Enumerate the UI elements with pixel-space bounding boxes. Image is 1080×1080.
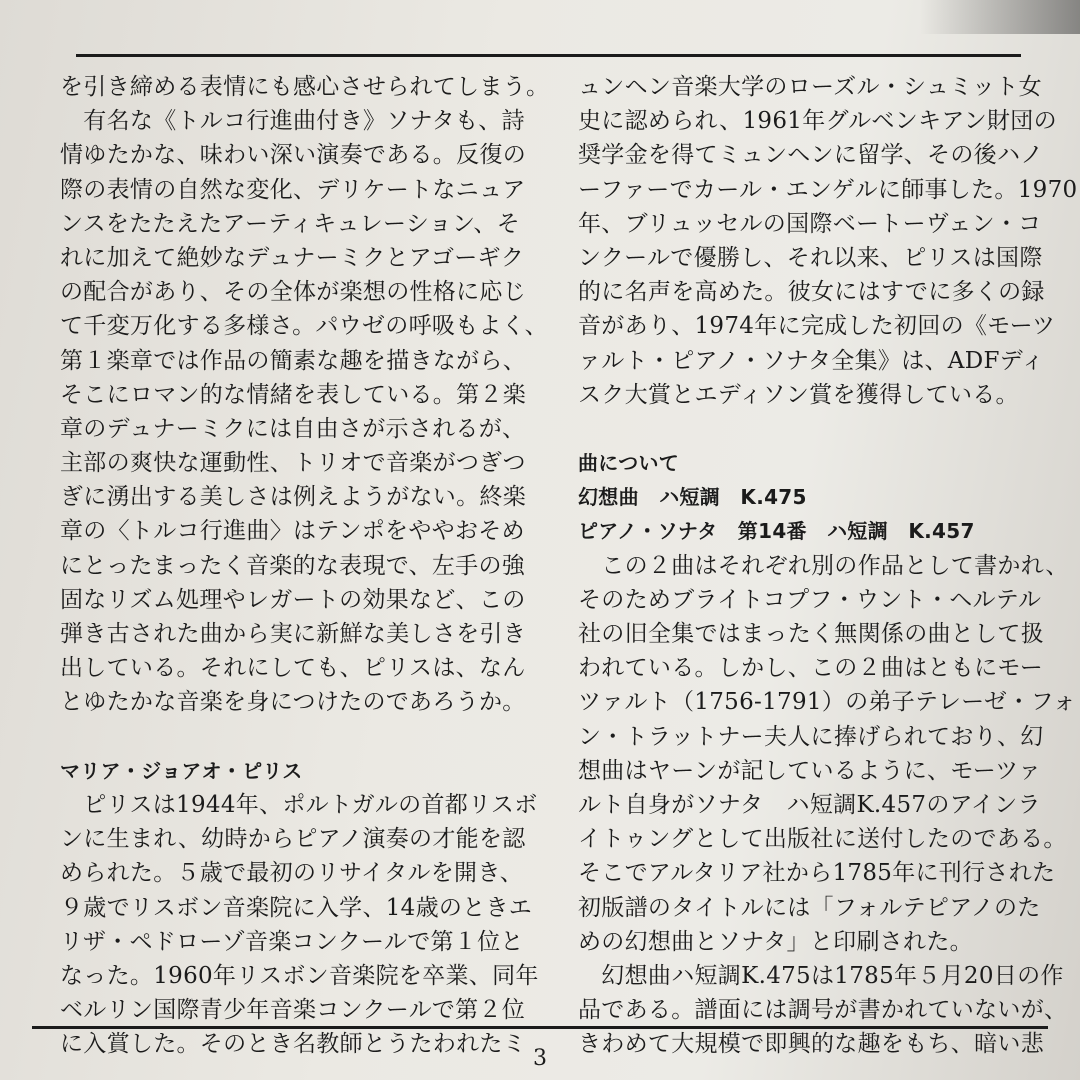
- text-line: ピリスは1944年、ポルトガルの首都リスボ: [60, 791, 538, 818]
- text-line: ァルト・ピアノ・ソナタ全集》は、ADFディ: [578, 347, 1045, 374]
- bottom-rule: [32, 1026, 1048, 1029]
- text-line: ぎに湧出する美しさは例えようがない。終楽: [60, 484, 526, 511]
- text-line: 第１楽章では作品の簡素な趣を描きながら、: [60, 347, 526, 374]
- text-line: 出している。それにしても、ピリスは、なん: [60, 655, 526, 682]
- text-line: 章のデュナーミクには自由さが示されるが、: [60, 415, 526, 442]
- text-line: 想曲はヤーンが記しているように、モーツァ: [578, 757, 1042, 784]
- text-line: 弾き古された曲から実に新鮮な美しさを引き: [60, 621, 526, 647]
- text-line: スク大賞とエディソン賞を獲得している。: [578, 381, 1019, 408]
- text-line: ンに生まれ、幼時からピアノ演奏の才能を認: [60, 826, 526, 853]
- text-line: ルト自身がソナタ ハ短調K.457のアインラ: [578, 791, 1041, 818]
- piece-heading-fantasia: 幻想曲 ハ短調 K.475: [578, 485, 807, 510]
- page-number: 3: [533, 1046, 547, 1071]
- text-line: 社の旧全集ではまったく無関係の曲として扱: [578, 621, 1044, 647]
- text-line: められた。５歳で最初のリサイタルを開き、: [60, 860, 524, 887]
- text-line: 幻想曲ハ短調K.475は1785年５月20日の作: [578, 962, 1064, 989]
- text-line: そこにロマン的な情緒を表している。第２楽: [60, 381, 526, 408]
- text-line: めの幻想曲とソナタ」と印刷された。: [578, 928, 973, 955]
- text-line: にとったまったく音楽的な表現で、左手の強: [60, 552, 526, 579]
- text-line: 初版譜のタイトルには「フォルテピアノのた: [578, 894, 1041, 921]
- text-line: 史に認められ、1961年グルベンキアン財団の: [578, 108, 1057, 135]
- binding-shadow: [920, 0, 1080, 34]
- text-line: この２曲はそれぞれ別の作品として書かれ、: [578, 552, 1069, 579]
- text-line: 年、ブリュッセルの国際ベートーヴェン・コ: [578, 210, 1042, 237]
- text-line: 的に名声を高めた。彼女にはすでに多くの録: [578, 279, 1045, 306]
- paragraph-gap: [60, 720, 540, 754]
- text-line: そこでアルタリア社から1785年に刊行された: [578, 860, 1056, 887]
- text-line: 主部の爽快な運動性、トリオで音楽がつぎつ: [60, 450, 526, 477]
- paragraph-gap: [578, 412, 1048, 446]
- left-paragraph-1: [60, 70, 550, 720]
- right-paragraph-1: [578, 70, 1078, 412]
- left-column: [60, 70, 550, 1061]
- text-line: そのためブライトコプフ・ウント・ヘルテル: [578, 586, 1042, 613]
- left-paragraph-2: [60, 788, 540, 1062]
- text-line: ９歳でリスボン音楽院に入学、14歳のときエ: [60, 894, 533, 921]
- text-line: ベルリン国際青少年音楽コンクールで第２位: [60, 997, 526, 1024]
- text-line: われている。しかし、この２曲はともにモー: [578, 655, 1044, 682]
- right-paragraph-2: [578, 549, 1077, 1062]
- piece-heading-sonata: ピアノ・ソナタ 第14番 ハ短調 K.457: [578, 519, 975, 544]
- text-line: ーファーでカール・エンゲルに師事した。1970: [578, 176, 1078, 203]
- section-heading-about-pieces: 曲について: [578, 451, 680, 476]
- text-line: なった。1960年リスボン音楽院を卒業、同年: [60, 962, 539, 989]
- text-line: ツァルト（1756-1791）の弟子テレーゼ・フォ: [578, 689, 1077, 716]
- text-line: 固なリズム処理やレガートの効果など、この: [60, 586, 526, 613]
- text-line: 品である。譜面には調号が書かれていないが、: [578, 997, 1068, 1024]
- right-column: [578, 70, 1078, 1061]
- text-line: ン・トラットナー夫人に捧げられており、幻: [578, 723, 1044, 750]
- text-line: 有名な《トルコ行進曲付き》ソナタも、詩: [60, 108, 525, 135]
- text-line: 音があり、1974年に完成した初回の《モーツ: [578, 313, 1056, 340]
- text-line: 奨学金を得てミュンヘンに留学、その後ハノ: [578, 142, 1044, 169]
- text-line: ンクールで優勝し、それ以来、ピリスは国際: [578, 244, 1043, 271]
- text-line: れに加えて絶妙なデュナーミクとアゴーギク: [60, 244, 525, 271]
- text-line: きわめて大規模で即興的な趣をもち、暗い悲: [578, 1031, 1044, 1058]
- text-line: を引き締める表情にも感心させられてしまう。: [60, 74, 550, 100]
- text-line: ュンヘン音楽大学のローズル・シュミット女: [578, 74, 1042, 100]
- text-line: 章の〈トルコ行進曲〉はテンポをややおそめ: [60, 518, 525, 545]
- text-line: とゆたかな音楽を身につけたのであろうか。: [60, 689, 526, 716]
- text-line: て千変万化する多様さ。パウゼの呼吸もよく、: [60, 313, 548, 340]
- text-line: リザ・ペドローゾ音楽コンクールで第１位と: [60, 928, 524, 955]
- text-line: の配合があり、その全体が楽想の性格に応じ: [60, 279, 526, 306]
- text-line: イトゥングとして出版社に送付したのである。: [578, 826, 1067, 853]
- top-rule: [76, 54, 1021, 57]
- text-line: 際の表情の自然な変化、デリケートなニュア: [60, 176, 526, 203]
- text-line: に入賞した。そのとき名教師とうたわれたミ: [60, 1031, 526, 1058]
- section-heading-pires: マリア・ジョアオ・ピリス: [60, 758, 303, 783]
- text-line: ンスをたたえたアーティキュレーション、そ: [60, 210, 521, 237]
- text-line: 情ゆたかな、味わい深い演奏である。反復の: [60, 142, 526, 169]
